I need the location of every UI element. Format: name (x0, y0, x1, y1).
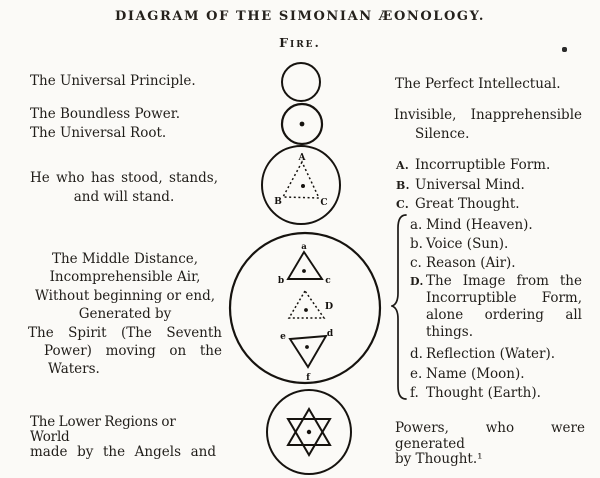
text-line (410, 273, 582, 290)
label-D: D (324, 301, 334, 312)
item-text: Great Thought. (415, 196, 520, 212)
list-item (410, 384, 582, 404)
hexagram-up-triangle (288, 409, 330, 445)
item-text: Voice (Sun). (426, 236, 509, 252)
label-b: b (277, 276, 285, 286)
triangle-abc-solid (288, 252, 322, 279)
list-item (410, 273, 582, 341)
list-item (396, 195, 586, 215)
text-line: Without beginning or end, (34, 287, 216, 304)
text-line: Incomprehensible Air, (49, 269, 201, 286)
list-item (396, 156, 586, 176)
item-key: A. (396, 159, 409, 172)
item-key: a. (410, 217, 423, 233)
text-line: Generated by (78, 306, 172, 323)
left-block-boundless-power (30, 105, 228, 143)
item-key: C. (396, 198, 409, 211)
item-text: The Image from the (426, 273, 582, 289)
page-subtitle: Fire. (279, 35, 321, 50)
item-text: Thought (Earth). (426, 385, 541, 401)
text-line: things. (426, 324, 473, 340)
label-c: c (325, 276, 331, 286)
text-line: The Universal Principle. (30, 73, 196, 89)
item-key: c. (410, 255, 422, 271)
text-line: The Boundless Power. (30, 106, 180, 122)
aeonology-diagram (225, 55, 385, 478)
circle-he-who-has-stood (262, 146, 340, 224)
center-dot (305, 345, 309, 349)
scan-speck (562, 47, 567, 52)
circle-boundless-power (282, 104, 322, 144)
dotted-triangle-D (289, 291, 324, 318)
right-braced-list (410, 216, 582, 404)
text-line: The Perfect Intellectual. (395, 76, 561, 92)
circle-middle-distance (230, 233, 380, 383)
text-line: Waters. (48, 361, 100, 378)
text-line: by Thought.¹ (395, 451, 483, 467)
center-dot (302, 269, 306, 273)
list-item (410, 235, 582, 254)
text-line: Power) moving on the (44, 343, 222, 360)
inverted-triangle-def (290, 336, 326, 367)
center-dot (307, 430, 311, 434)
item-text: Name (Moon). (426, 365, 525, 382)
label-d: d (326, 329, 334, 339)
list-item (410, 254, 582, 273)
item-key: e. (410, 365, 423, 382)
text-line: The Lower Regions or World (30, 414, 176, 445)
list-item (410, 345, 582, 365)
dotted-triangle-abc (283, 162, 319, 198)
text-line: Invisible, Inapprehensible (394, 107, 582, 123)
item-text: Universal Mind. (415, 176, 525, 193)
brace-icon (391, 213, 409, 401)
item-text: Incorruptible Form. (415, 157, 551, 173)
right-list-abc (396, 156, 586, 215)
center-dot (301, 184, 305, 188)
circle-universal-principle (282, 63, 320, 101)
label-B: B (274, 197, 282, 207)
label-C: C (320, 198, 328, 208)
text-line: The Middle Distance, (51, 251, 199, 267)
label-a: a (301, 242, 307, 252)
center-dot (304, 308, 308, 312)
item-key: f. (410, 385, 419, 401)
item-key: D. (410, 275, 424, 288)
label-f: f (306, 373, 310, 383)
text-line: Powers, who were generated (395, 420, 585, 452)
center-dot (300, 122, 305, 127)
list-item (396, 176, 586, 196)
item-key: B. (396, 178, 410, 192)
label-e: e (280, 332, 286, 342)
left-block-middle-distance (28, 250, 222, 379)
circle-lower-regions (267, 390, 351, 474)
text-line: Silence. (415, 126, 470, 142)
right-block-powers (395, 421, 585, 468)
text-line: made by the Angels and (30, 444, 216, 460)
page-title: DIAGRAM OF THE SIMONIAN ÆONOLOGY. (115, 9, 485, 24)
left-block-he-who-has-stood (30, 169, 218, 207)
item-text: Reason (Air). (426, 255, 516, 271)
left-block-universal-principle (30, 72, 228, 90)
item-key: d. (410, 346, 423, 362)
list-item (410, 365, 582, 385)
item-text: Reflection (Water). (426, 346, 556, 362)
item-key: b. (410, 236, 423, 252)
label-A: A (298, 153, 306, 163)
text-line: The Spirit (The Seventh (28, 324, 222, 341)
text-line: He who has stood, stands, (30, 170, 218, 186)
right-block-invisible-silence (394, 106, 582, 144)
list-item (410, 216, 582, 235)
hexagram-down-triangle (288, 419, 330, 455)
right-block-perfect-intellectual (395, 75, 587, 93)
left-block-lower-regions (30, 415, 216, 460)
text-line: The Universal Root. (30, 125, 167, 141)
item-text: Mind (Heaven). (426, 217, 533, 233)
text-line: alone ordering all (426, 307, 582, 323)
text-line: and will stand. (73, 189, 175, 205)
text-line: Incorruptible Form, (426, 290, 582, 306)
